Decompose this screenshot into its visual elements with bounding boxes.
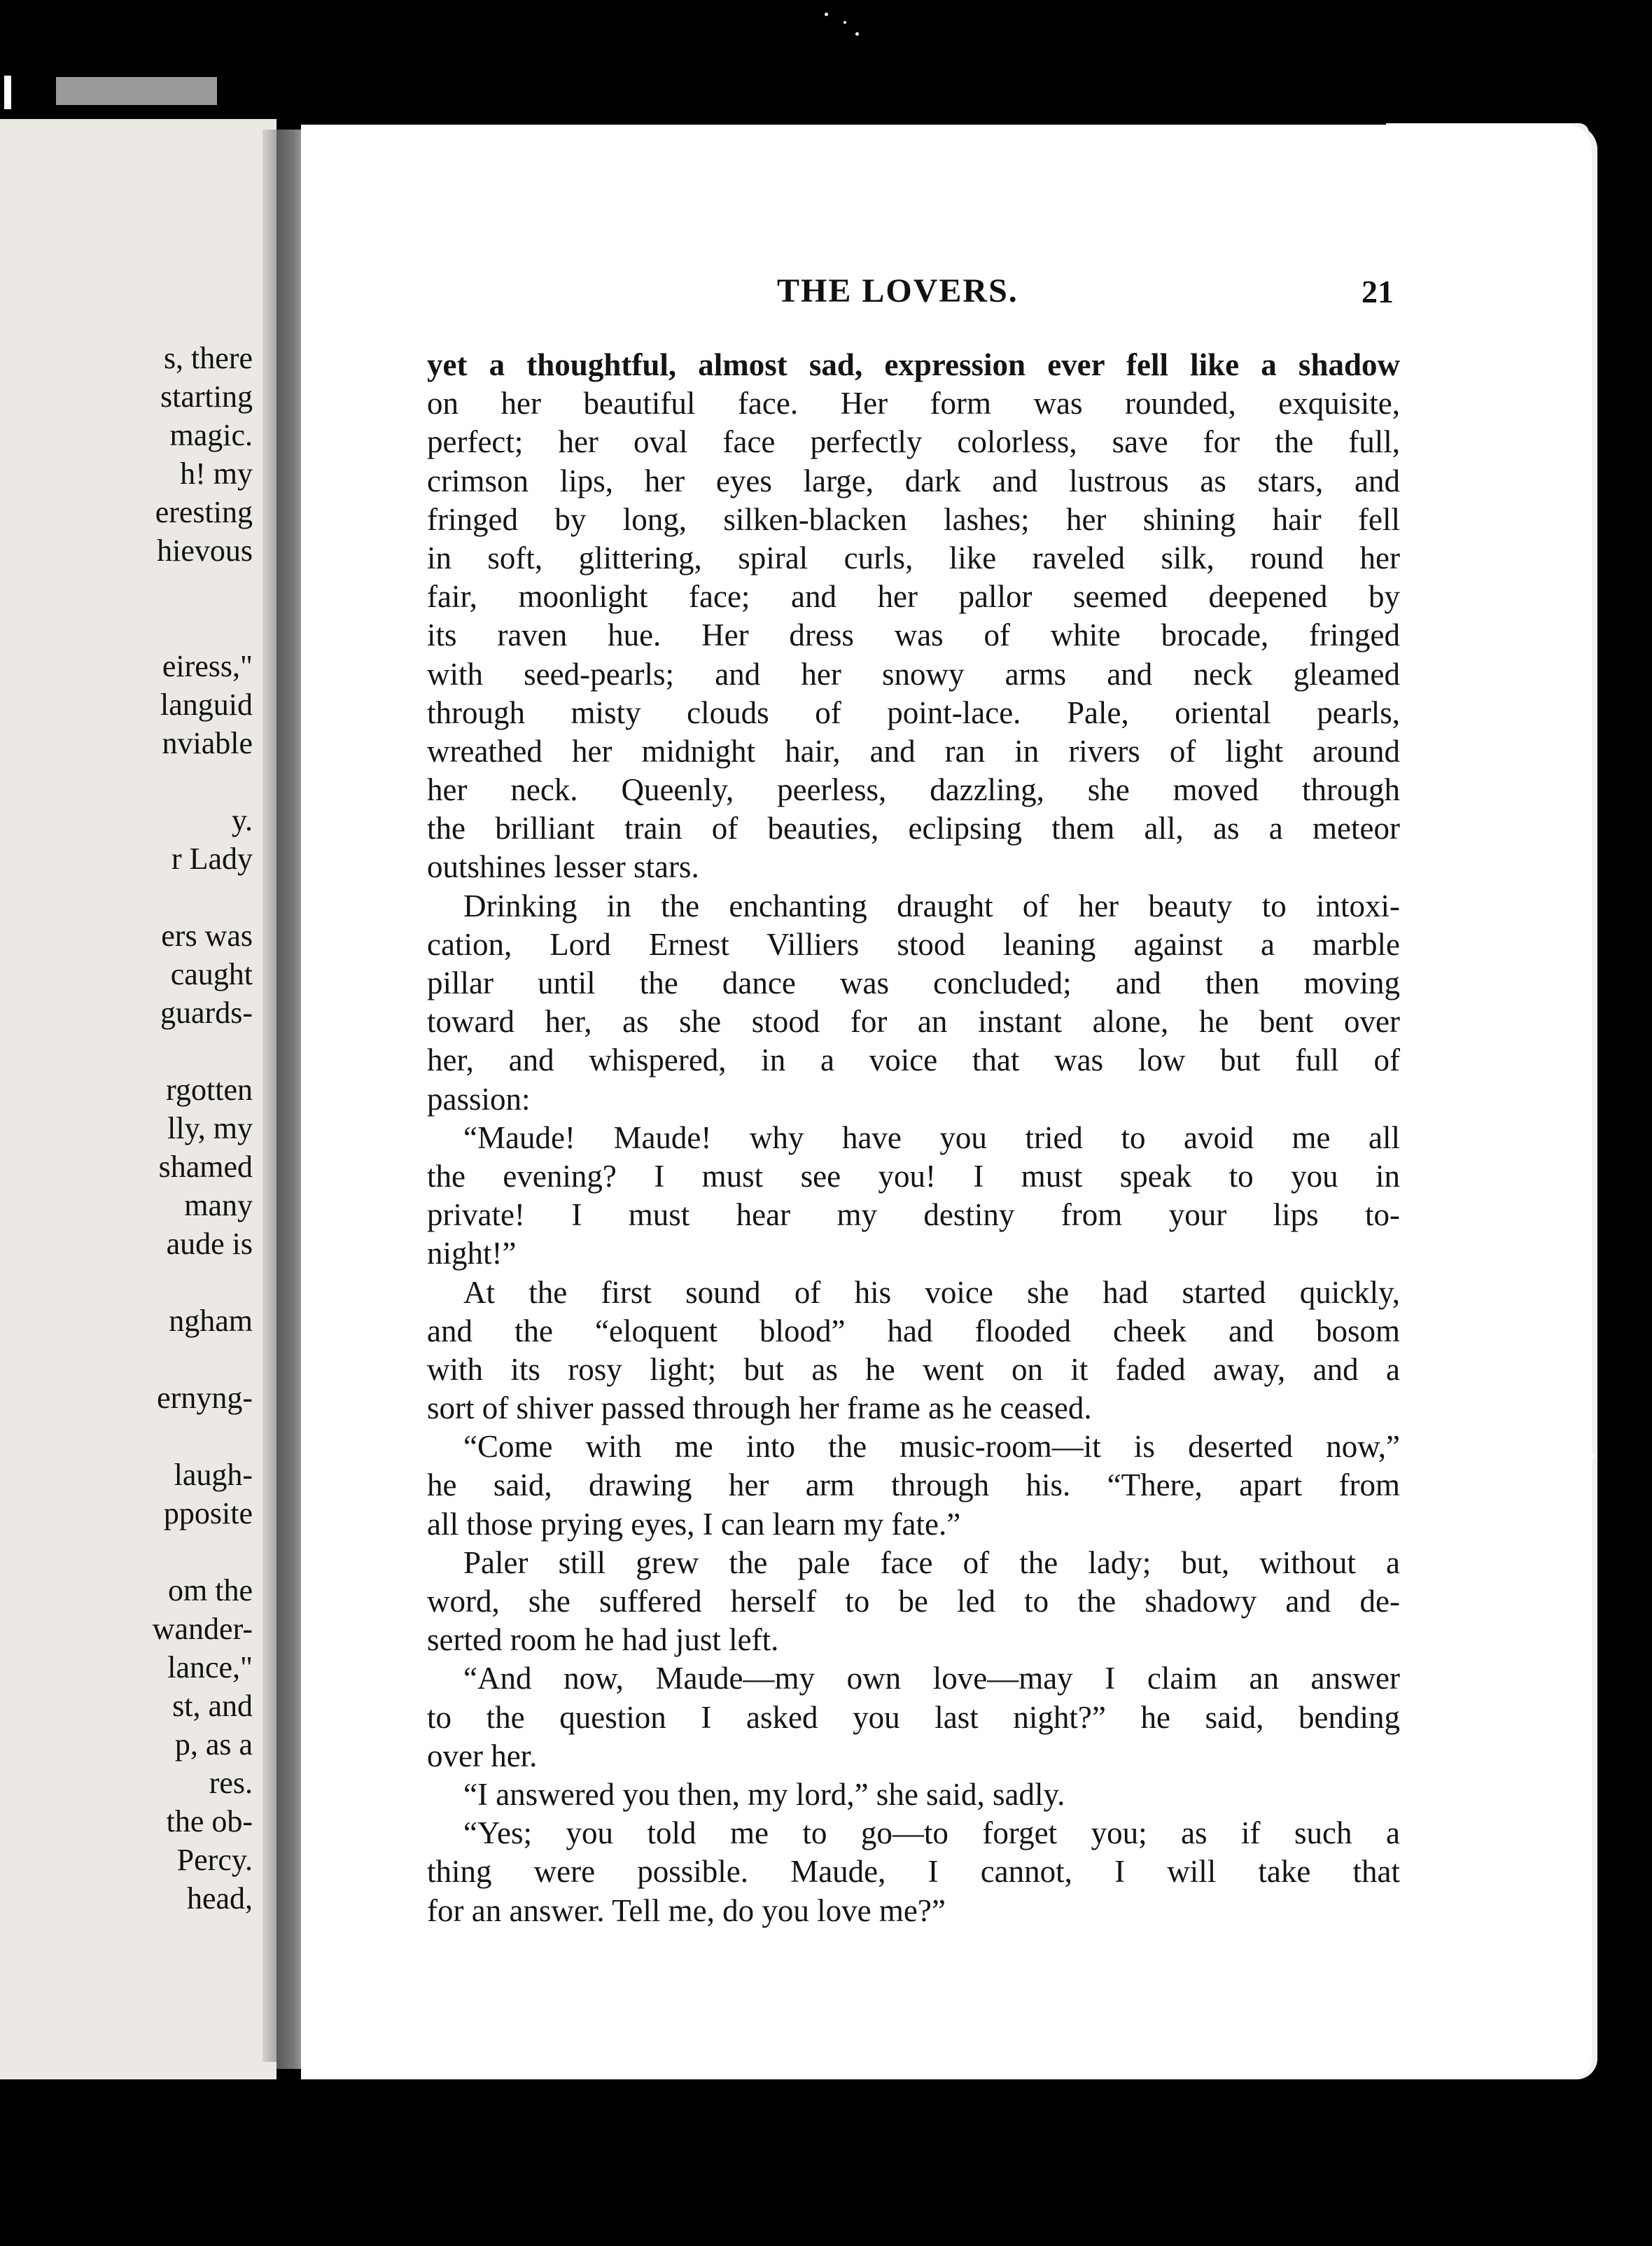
left-page-text-fragments <box>0 339 262 1984</box>
left-page-fragment <box>0 1032 262 1070</box>
text-line: passion: <box>427 1081 531 1117</box>
text-line: the brilliant train of beauties, eclipsing them all, as a meteor <box>427 811 1400 846</box>
text-line: its raven hue. Her dress was of white brocade, fringed <box>427 618 1400 653</box>
text-line: and the “eloquent blood” had flooded cheek and bosom <box>427 1313 1400 1348</box>
left-page-fragment: ngham <box>169 1304 253 1338</box>
text-line: “And now, Maude—my own love—may I claim an answer <box>463 1661 1400 1696</box>
left-page-fragment <box>0 1340 262 1379</box>
left-page-fragment <box>0 608 262 647</box>
left-page-fragment <box>0 878 262 916</box>
scan-speck <box>855 32 859 36</box>
text-line: fair, moonlight face; and her pallor seemed deepened by <box>427 579 1400 615</box>
text-line: At the first sound of his voice she had started quickly, <box>463 1274 1400 1310</box>
left-page-fragment: Percy. <box>176 1843 253 1877</box>
text-line: with its rosy light; but as he went on it faded away, and a <box>427 1351 1400 1387</box>
running-head: THE LOVERS. <box>777 272 1018 309</box>
text-line: serted room he had just left. <box>427 1622 779 1658</box>
left-page-fragment: om the <box>168 1573 253 1607</box>
text-line: “Maude! Maude! why have you tried to avoid me all <box>463 1119 1400 1155</box>
left-page-fragment: head, <box>186 1881 253 1916</box>
text-line: perfect; her oval face perfectly colorless, save for the full, <box>427 424 1400 460</box>
text-line: thing were possible. Maude, I cannot, I will take that <box>427 1854 1400 1890</box>
left-page-fragment <box>0 570 262 608</box>
left-page-fragment: s, there <box>163 341 253 375</box>
book-cover-edge <box>56 77 217 105</box>
text-line: toward her, as she stood for an instant alone, he bent over <box>427 1004 1400 1040</box>
text-line: to the question I asked you last night?” he said, bending <box>427 1699 1400 1735</box>
left-page-fragment: y. <box>231 803 253 837</box>
scan-speck <box>844 21 846 24</box>
left-page-fragment: guards- <box>160 996 253 1030</box>
text-line: night!” <box>427 1236 517 1271</box>
text-line: “Come with me into the music-room—it is deserted now,” <box>463 1429 1400 1465</box>
left-page-fragment: lly, my <box>167 1111 253 1145</box>
page-body-text <box>427 346 1400 1930</box>
text-line: “I answered you then, my lord,” she said, sadly. <box>463 1776 1065 1812</box>
left-page-fragment: languid <box>160 688 253 722</box>
left-page-fragment: the ob- <box>166 1804 253 1839</box>
left-page-fragment: eiress," <box>162 649 253 683</box>
text-line: pillar until the dance was concluded; and then moving <box>427 965 1400 1000</box>
left-page-fragment: shamed <box>158 1150 253 1184</box>
left-page-fragment: ernyng- <box>157 1381 253 1415</box>
text-line: word, she suffered herself to be led to the shadowy and de- <box>427 1584 1400 1619</box>
left-page-fragment: eresting <box>155 495 253 529</box>
text-line: on her beautiful face. Her form was rounded, exquisite, <box>427 386 1400 421</box>
text-line: he said, drawing her arm through his. “There, apart from <box>427 1467 1400 1503</box>
left-page-fragment: magic. <box>169 418 253 452</box>
left-page-fragment: lance," <box>167 1650 253 1684</box>
text-line: her neck. Queenly, peerless, dazzling, she moved through <box>427 772 1400 808</box>
text-line: with seed-pearls; and her snowy arms and neck gleamed <box>427 656 1400 692</box>
left-page-fragment <box>0 1417 262 1456</box>
left-page-fragment: laugh- <box>174 1458 253 1492</box>
text-line: cation, Lord Ernest Villiers stood leaning against a marble <box>427 926 1400 962</box>
left-page-fragment: aude is <box>166 1227 253 1261</box>
scan-marker <box>0 71 15 113</box>
left-page-fragment: starting <box>160 379 253 414</box>
left-page-fragment: hievous <box>157 533 253 568</box>
text-line: her, and whispered, in a voice that was low but full of <box>427 1042 1400 1078</box>
text-line: fringed by long, silken-blacken lashes; her shining hair fell <box>427 501 1400 537</box>
text-line: all those prying eyes, I can learn my fate.” <box>427 1506 961 1542</box>
text-line: Drinking in the enchanting draught of her beauty to intoxi- <box>463 888 1400 923</box>
left-page-fragment <box>0 762 262 801</box>
left-page-fragment: many <box>184 1188 253 1222</box>
text-line: wreathed her midnight hair, and ran in rivers of light around <box>427 733 1400 769</box>
text-line: sort of shiver passed through her frame as he ceased. <box>427 1390 1092 1426</box>
text-line: private! I must hear my destiny from your lips to- <box>427 1197 1400 1233</box>
left-page-fragment <box>0 1263 262 1302</box>
left-page-fragment: pposite <box>163 1496 253 1530</box>
text-line: outshines lesser stars. <box>427 849 699 885</box>
text-line: in soft, glittering, spiral curls, like raveled silk, round her <box>427 540 1400 576</box>
left-page-fragment: h! my <box>180 456 253 491</box>
scan-speck <box>825 13 828 16</box>
left-page-fragment: caught <box>170 957 253 991</box>
text-line: through misty clouds of point-lace. Pale, oriental pearls, <box>427 695 1400 730</box>
left-page-fragment: r Lady <box>171 842 253 876</box>
text-line: Paler still grew the pale face of the lady; but, without a <box>463 1544 1400 1580</box>
left-page-fragment <box>0 1533 262 1571</box>
text-line: over her. <box>427 1738 538 1773</box>
left-page-fragment: st, and <box>172 1689 253 1723</box>
text-line: the evening? I must see you! I must speak to you in <box>427 1158 1400 1194</box>
text-line: yet a thoughtful, almost sad, expression ever fell like a shadow <box>427 347 1400 382</box>
text-line: “Yes; you told me to go—to forget you; as if such a <box>463 1815 1400 1851</box>
scan-speck <box>1590 1453 1595 1459</box>
text-line: for an answer. Tell me, do you love me?” <box>427 1892 946 1928</box>
book-gutter <box>276 130 304 2069</box>
page-number: 21 <box>1362 274 1394 309</box>
left-page-fragment: ers was <box>161 919 253 953</box>
left-page-fragment: wander- <box>152 1612 253 1646</box>
left-page-fragment: res. <box>209 1766 253 1800</box>
left-page-fragment: nviable <box>162 726 253 760</box>
left-page-fragment: p, as a <box>174 1727 253 1762</box>
text-line: crimson lips, her eyes large, dark and lustrous as stars, and <box>427 463 1400 498</box>
left-page-fragment: rgotten <box>166 1073 253 1107</box>
